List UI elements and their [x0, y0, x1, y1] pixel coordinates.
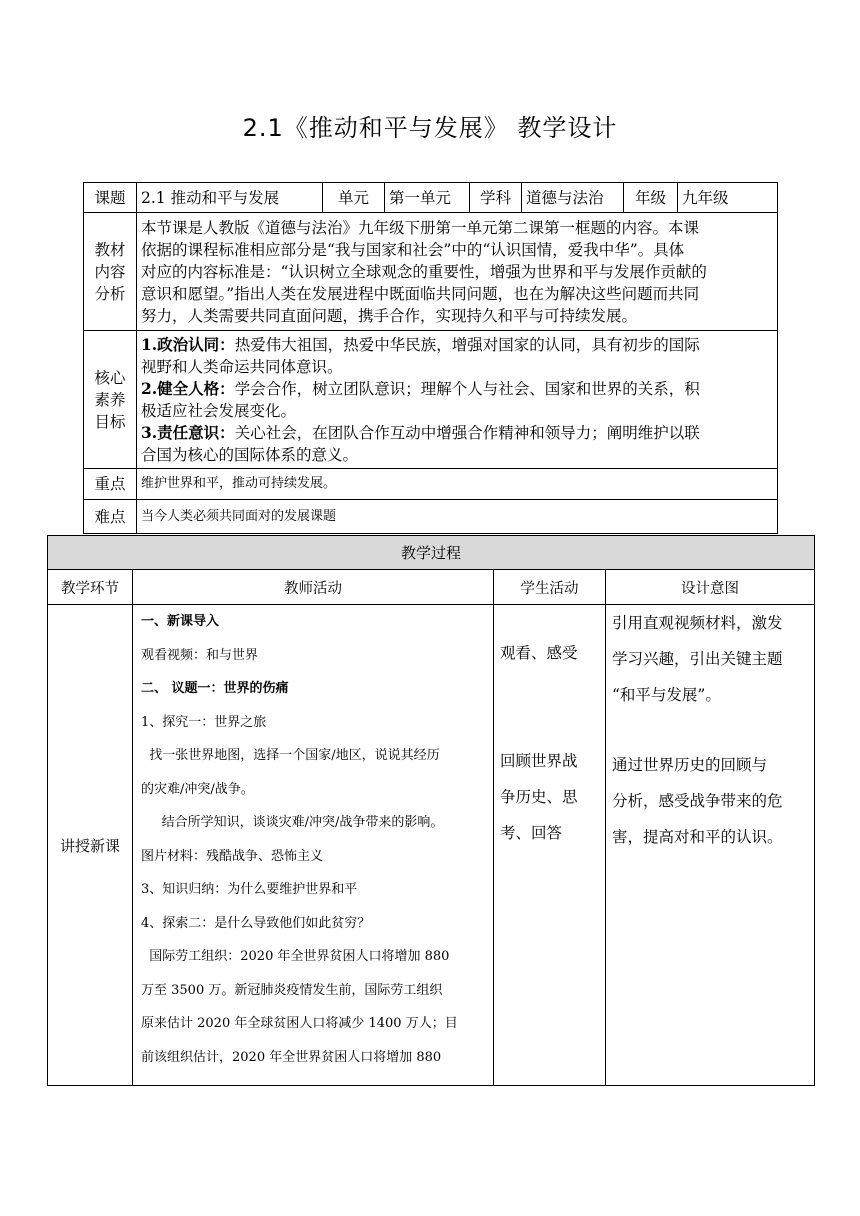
intent-line: “和平与发展”。	[612, 686, 721, 704]
key-point-row	[84, 469, 778, 500]
difficulty-label: 难点	[84, 500, 137, 534]
process-row	[48, 605, 815, 1086]
design-intent-cell	[606, 605, 815, 1086]
student-line: 争历史、思	[500, 788, 578, 806]
process-header: 教学过程	[48, 536, 815, 570]
analysis-line: 努力，人类需要共同直面问题，携手合作，实现持久和平与可持续发展。	[141, 306, 638, 325]
goal-heading: 1.政治认同：	[141, 334, 235, 354]
subject-value: 道德与法治	[522, 183, 624, 213]
col-student-header: 学生活动	[494, 570, 606, 605]
analysis-text	[137, 213, 778, 331]
goal-text: 热爱伟大祖国，热爱中华民族，增强对国家的认同，具有初步的国际	[234, 335, 700, 354]
grade-value: 九年级	[678, 183, 778, 213]
goals-label-line: 核心	[94, 368, 126, 387]
intent-line: 害，提高对和平的认识。	[612, 828, 783, 846]
col-intent-header: 设计意图	[606, 570, 815, 605]
teacher-line: 图片材料：残酷战争、恐怖主义	[141, 848, 324, 864]
goal-text: 关心社会，在团队合作互动中增强合作精神和领导力；阐明维护以联	[234, 423, 700, 442]
teacher-line: 结合所学知识，谈谈灾难/冲突/战争带来的影响。	[141, 815, 444, 830]
student-line: 考、回答	[500, 824, 563, 842]
teaching-process-table	[47, 535, 815, 1086]
analysis-label-line: 教材	[94, 240, 126, 259]
subject-label: 学科	[470, 183, 522, 213]
teacher-line: 4、探索二：是什么导致他们如此贫穷？	[141, 915, 371, 931]
goal-text: 合国为核心的国际体系的意义。	[141, 445, 359, 464]
difficulty-row	[84, 500, 778, 534]
teacher-line: 的灾难/冲突/战争。	[141, 781, 254, 797]
goal-item	[141, 378, 773, 400]
stage-cell: 讲授新课	[48, 605, 133, 1086]
student-activity-cell	[494, 605, 606, 1086]
analysis-label-line: 内容	[94, 262, 126, 281]
process-header-row	[48, 536, 815, 570]
teacher-line: 前该组织估计，2020 年全世界贫困人口将增加 880	[141, 1049, 442, 1065]
goal-heading: 2.健全人格：	[141, 378, 235, 398]
topic-label: 课题	[84, 183, 137, 213]
teacher-line: 一、新课导入	[141, 614, 220, 629]
analysis-label-line: 分析	[94, 284, 126, 303]
goal-text: 视野和人类命运共同体意识。	[141, 357, 343, 376]
goals-text	[137, 331, 778, 469]
grade-label: 年级	[624, 183, 678, 213]
difficulty-text: 当今人类必须共同面对的发展课题	[137, 500, 778, 534]
goals-label-line: 素养	[94, 390, 126, 409]
col-stage-header: 教学环节	[48, 570, 133, 605]
analysis-row	[84, 213, 778, 331]
teacher-line: 国际劳工组织：2020 年全世界贫困人口将增加 880	[141, 949, 450, 964]
analysis-line: 本节课是人教版《道德与法治》九年级下册第一单元第二课第一框题的内容。本课	[141, 218, 700, 237]
goals-label	[84, 331, 137, 469]
goal-text: 极适应社会发展变化。	[141, 401, 297, 420]
teacher-line: 观看视频：和与世界	[141, 647, 259, 663]
info-row	[84, 183, 778, 213]
intent-line: 分析，感受战争带来的危	[612, 792, 783, 810]
teacher-line: 二、 议题一：世界的伤痛	[141, 681, 289, 696]
student-line: 回顾世界战	[500, 752, 578, 770]
goal-item	[141, 334, 773, 356]
teacher-activity-cell	[133, 605, 494, 1086]
goals-label-line: 目标	[94, 412, 126, 431]
teacher-line: 找一张世界地图，选择一个国家/地区，说说其经历	[141, 748, 440, 763]
student-line: 观看、感受	[500, 644, 578, 662]
document-title: 2.1《推动和平与发展》 教学设计	[242, 114, 618, 142]
intent-line: 学习兴趣，引出关键主题	[612, 650, 783, 668]
analysis-label	[84, 213, 137, 331]
process-column-row	[48, 570, 815, 605]
teacher-line: 万至 3500 万。新冠肺炎疫情发生前，国际劳工组织	[141, 982, 443, 998]
unit-value: 第一单元	[385, 183, 470, 213]
teacher-line: 1、探究一：世界之旅	[141, 714, 267, 730]
analysis-line: 意识和愿望。”指出人类在发展进程中既面临共同问题，也在为解决这些问题而共同	[141, 284, 700, 303]
goal-item	[141, 422, 773, 444]
teacher-line: 3、知识归纳：为什么要维护世界和平	[141, 882, 358, 897]
teacher-line: 原来估计 2020 年全球贫困人口将减少 1400 万人；目	[141, 1016, 458, 1031]
goal-text: 学会合作，树立团队意识；理解个人与社会、国家和世界的关系，积	[234, 379, 700, 398]
lesson-info-table	[83, 182, 778, 534]
col-teacher-header: 教师活动	[133, 570, 494, 605]
analysis-line: 依据的课程标准相应部分是“我与国家和社会”中的“认识国情，爱我中华”。具体	[141, 240, 685, 259]
unit-label: 单元	[323, 183, 385, 213]
goal-heading: 3.责任意识：	[141, 422, 235, 442]
key-point-label: 重点	[84, 469, 137, 500]
goals-row	[84, 331, 778, 469]
topic-value: 2.1 推动和平与发展	[137, 183, 323, 213]
analysis-line: 对应的内容标准是：“认识树立全球观念的重要性，增强为世界和平与发展作贡献的	[141, 262, 707, 281]
intent-line: 引用直观视频材料，激发	[612, 614, 783, 632]
key-point-text: 维护世界和平，推动可持续发展。	[137, 469, 778, 500]
intent-line: 通过世界历史的回顾与	[612, 756, 768, 774]
